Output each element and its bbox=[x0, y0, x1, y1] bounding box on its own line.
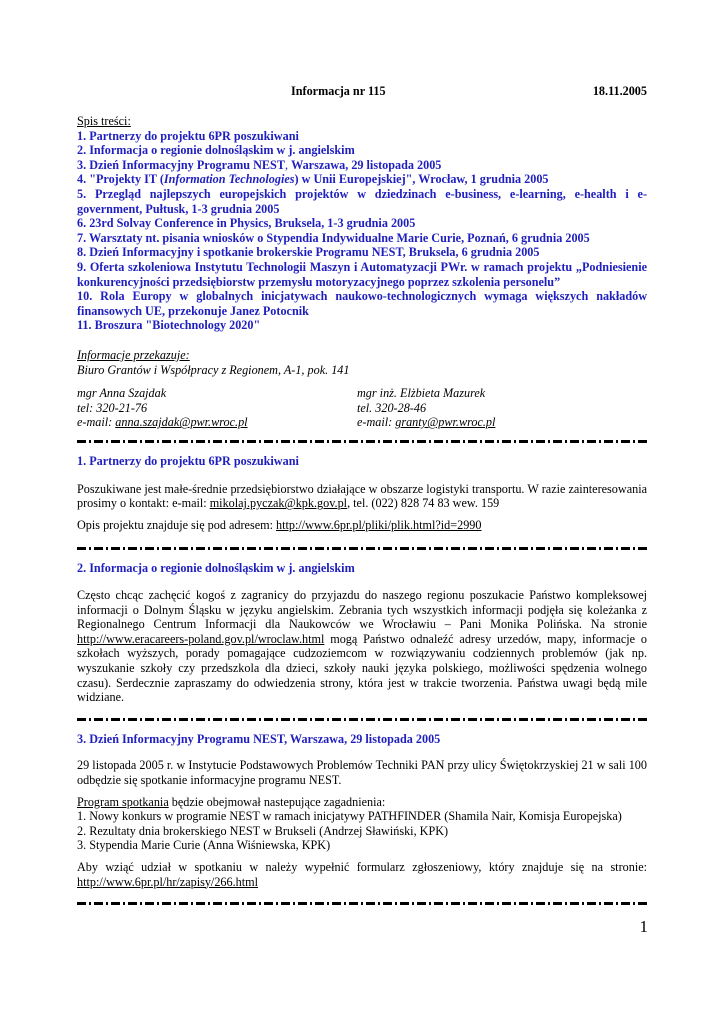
contacts bbox=[77, 386, 647, 432]
info-date: 18.11.2005 bbox=[592, 84, 647, 98]
contact-name: mgr inż. Elżbieta Mazurek bbox=[357, 386, 486, 401]
info-label: Informacje przekazuje: bbox=[77, 347, 190, 362]
page-number: 1 bbox=[639, 917, 648, 936]
toc-item[interactable]: 7. Warsztaty nt. pisania wniosków o Stypendia Indywidualne Marie Curie, Poznań, 6 grudnia 2005 bbox=[77, 230, 590, 245]
program-heading: Program spotkania będzie obejmował nastepujące zagadnienia: bbox=[77, 794, 386, 809]
section-1-link-paragraph: Opis projektu znajduje się pod adresem: http://www.6pr.pl/pliki/plik.html?id=2990 bbox=[77, 517, 482, 532]
register-link[interactable]: http://www.6pr.pl/hr/zapisy/266.html bbox=[77, 874, 258, 889]
toc-item[interactable]: 6. 23rd Solvay Conference in Physics, Bruksela, 1-3 grudnia 2005 bbox=[77, 216, 416, 231]
section-1-title: 1. Partnerzy do projektu 6PR poszukiwani bbox=[77, 454, 299, 469]
email-label: e-mail: bbox=[357, 415, 396, 430]
section-3-register: Aby wziąć udział w spotkaniu w należy wypełnić formularz zgłoszeniowy, który znajduje się na stronie: http://www.6pr.pl/hr/zapisy/266.html bbox=[77, 859, 647, 889]
toc-item[interactable]: 10. Rola Europy w globalnych inicjatywach naukowo-technologicznych wymaga większych nakładów finansowych UE, przekonuje Janez Potocnik bbox=[77, 289, 647, 318]
section-3-title: 3. Dzień Informacyjny Programu NEST, Warszawa, 29 listopada 2005 bbox=[77, 731, 441, 746]
contact-2 bbox=[357, 386, 495, 430]
table-of-contents bbox=[77, 129, 647, 333]
divider bbox=[77, 440, 647, 443]
toc-item[interactable]: 8. Dzień Informacyjny i spotkanie brokerskie Programu NEST, Bruksela, 6 grudnia 2005 bbox=[77, 245, 540, 260]
toc-item[interactable]: 2. Informacja o regionie dolnośląskim w j. angielskim bbox=[77, 143, 355, 158]
info-title: Informacja nr 115 bbox=[291, 84, 386, 98]
section-3-paragraph: 29 listopada 2005 r. w Instytucie Podstawowych Problemów Techniki PAN przy ulicy Świętokrzyskiej 21 w sali 100 odbędzie się spotkanie informacyjne programu NEST. bbox=[77, 758, 647, 787]
contact-name: mgr Anna Szajdak bbox=[77, 386, 167, 401]
divider bbox=[77, 547, 647, 550]
program-item: 3. Stypendia Marie Curie (Anna Wiśniewska, KPK) bbox=[77, 838, 331, 853]
email-label: e-mail: bbox=[77, 415, 116, 430]
document-page bbox=[77, 84, 647, 905]
project-link[interactable]: http://www.6pr.pl/pliki/plik.html?id=2990 bbox=[276, 517, 482, 532]
email-link[interactable]: anna.szajdak@pwr.wroc.pl bbox=[115, 415, 248, 430]
contact-1 bbox=[77, 386, 248, 430]
toc-item[interactable]: 9. Oferta szkoleniowa Instytutu Technologii Maszyn i Automatyzacji PWr. w ramach projektu „Podniesienie konkurencyjności przedsiębiorstw przemysłu motoryzacyjnego poprzez szkolenia personelu” bbox=[77, 259, 647, 289]
divider bbox=[77, 718, 647, 721]
toc-item[interactable]: 5. Przegląd najlepszych europejskich projektów w dziedzinach e-business, e-learning, e-health i e-government, Pułtusk, 1-3 grudnia 2005 bbox=[77, 186, 647, 216]
toc-item[interactable]: 3. Dzień Informacyjny Programu NEST, Warszawa, 29 listopada 2005 bbox=[77, 157, 442, 172]
program-item: 2. Rezultaty dnia brokerskiego NEST w Brukseli (Andrzej Sławiński, KPK) bbox=[77, 823, 449, 838]
toc-item[interactable]: 1. Partnerzy do projektu 6PR poszukiwani bbox=[77, 128, 299, 143]
office-address: Biuro Grantów i Współpracy z Regionem, A-1, pok. 141 bbox=[77, 362, 350, 377]
toc-title: Spis treści: bbox=[77, 114, 131, 128]
contact-tel: tel: 320-21-76 bbox=[77, 400, 148, 415]
email-link[interactable]: mikolaj.pyczak@kpk.gov.pl bbox=[209, 496, 348, 511]
program-item: 1. Nowy konkurs w programie NEST w ramach inicjatywy PATHFINDER (Shamila Nair, Komisja Europejska) bbox=[77, 809, 622, 824]
toc-item[interactable]: 11. Broszura "Biotechnology 2020" bbox=[77, 318, 261, 333]
contact-tel: tel. 320-28-46 bbox=[357, 400, 427, 415]
section-2-paragraph: Często chcąc zachęcić kogoś z zagranicy do przyjazdu do naszego regionu poszukacie Państwo kompleksowej informacji o Dolnym Śląsku w języku angielskim. Zebrania tych wszystkich informacji podjęła się koleżanka z Regionalnego Centrum Informacji dla Naukowców we Wrocławiu – Pani Monika Polińska. Na stronie http://www.eracareers-poland.gov.pl/wroclaw.html mogą Państwo odnaleźć adresy urzedów, mapy, informacje o szkołach wyższych, porady pomagające cudzoziemcom w rozwiązywaniu codziennych problemów (jak np. wyszukanie szkoły czy przedszkola dla dzieci, szkoły nauki języka polskiego, możliwości spędzenia wolnego czasu). Serdecznie zapraszamy do odwiedzenia strony, która jest w trakcie tworzenia. Państwa uwagi będą mile widziane. bbox=[77, 588, 647, 705]
divider bbox=[77, 902, 647, 905]
section-2-title: 2. Informacja o regionie dolnośląskim w j. angielskim bbox=[77, 561, 355, 576]
email-link[interactable]: granty@pwr.wroc.pl bbox=[395, 415, 496, 430]
toc-item[interactable]: 4. "Projekty IT (Information Technologies) w Unii Europejskiej", Wrocław, 1 grudnia 2005 bbox=[77, 172, 549, 187]
header bbox=[77, 84, 647, 100]
section-1-paragraph: Poszukiwane jest małe-średnie przedsiębiorstwo działające w obszarze logistyki transportu. W razie zainteresowania prosimy o kontakt: e-mail: mikolaj.pyczak@kpk.gov.pl, tel. (022) 828 74 83 wew. 159 bbox=[77, 481, 647, 511]
region-link[interactable]: http://www.eracareers-poland.gov.pl/wroclaw.html bbox=[77, 631, 325, 646]
